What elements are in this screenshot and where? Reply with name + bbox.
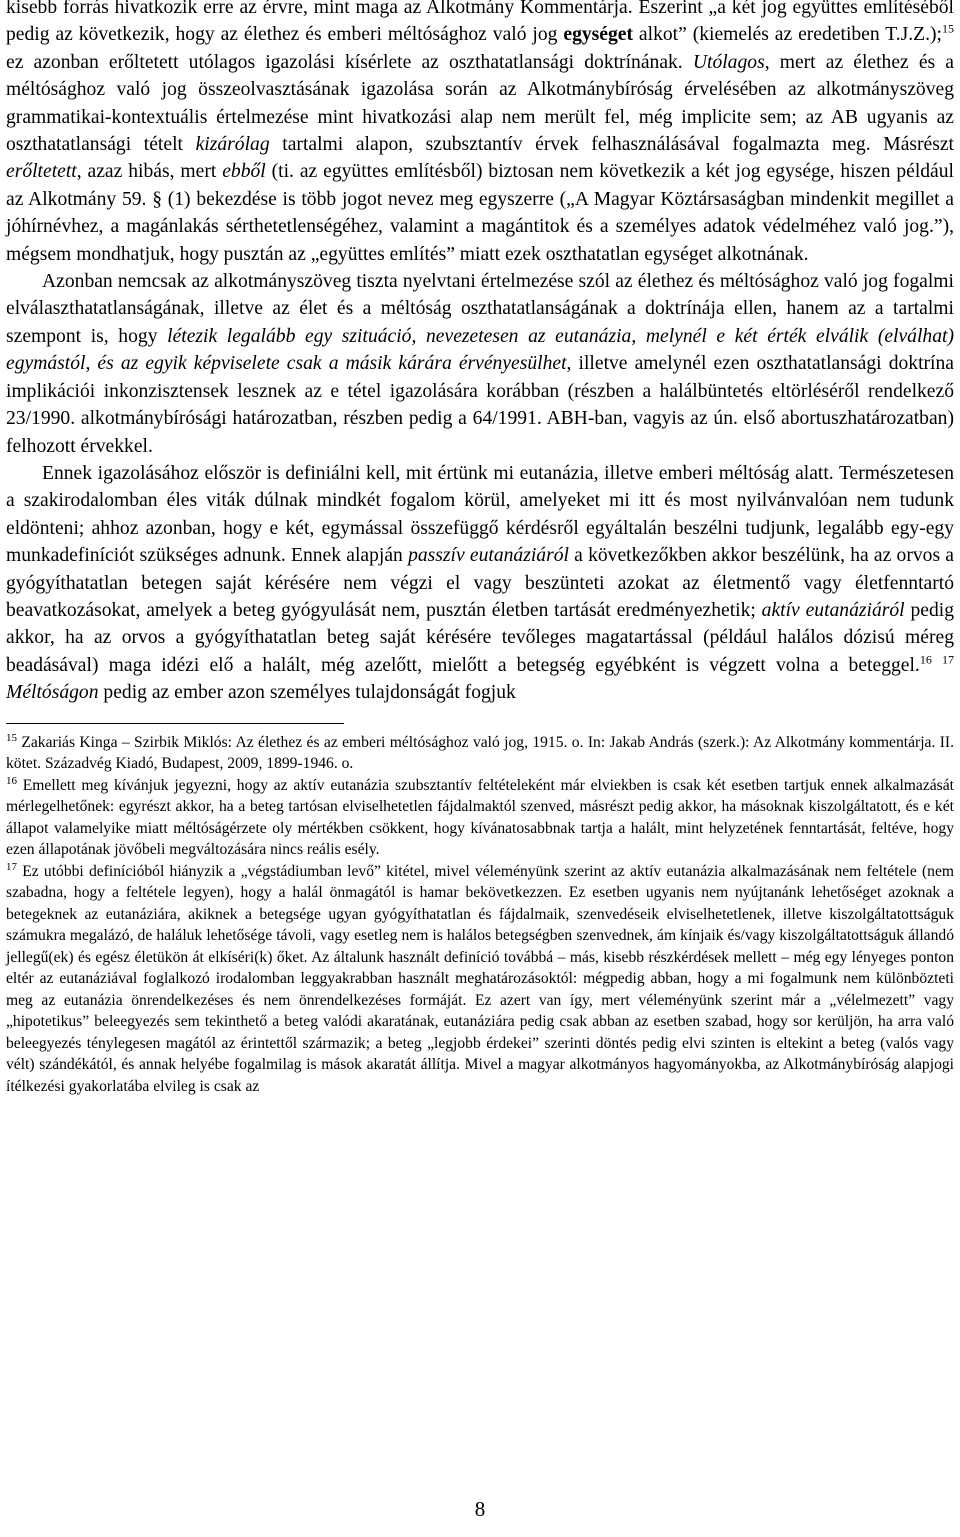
text-run: Azonban nemcsak az alkotmányszöveg tiszta nyelvtani értelmezése szól az élethez és méltósághoz való jog fogalmi elválaszthatatlanságának, illetve az élet és a méltóság oszthatatlanságának a doktrínája ellen, hanem az a tartalmi szempont is, hogy	[6, 271, 954, 347]
footnote-17	[6, 861, 954, 1098]
footnote-ref-17[interactable]: 17	[942, 652, 954, 667]
text-run: , illetve amelynél ezen oszthatatlansági doktrína implikációi inkonzisztensek lesznek az e tétel igazolására korábban (részben a halálbüntetés eltörléséről rendelkező 23/1990. alkotmánybírósági határozatban, részben pedig a 64/1991. ABH-ban, vagyis az ún. első abortuszhatározatban) felhozott érvekkel.	[6, 353, 954, 457]
footnote-text: Zakariás Kinga – Szirbik Miklós: Az élethez és az emberi méltósághoz való jog, 1915. o. In: Jakab András (szerk.): Az Alkotmány kommentárja. II. kötet. Századvég Kiadó, Budapest, 2009, 1899-1946. o.	[6, 733, 954, 773]
italic-text: ebből	[222, 161, 266, 183]
paragraph-2	[6, 268, 954, 460]
paragraph-1	[6, 0, 954, 268]
footnote-text: Ez utóbbi definícióból hiányzik a „végstádiumban levő” kitétel, mivel véleményünk szerint az aktív eutanázia alkalmazásának nem feltétele (nem szabadna, hogy a feltétele legyen), hogy a halál önmagától is hamar bekövetkezzen. Ez esetben ugyanis nem nyújtanánk lehetőséget azoknak a betegeknek az eutanáziára, akiknek a betegsége ugyan gyógyíthatatlan és fájdalmaik, szenvedéseik elviselhetetlenek, illetve kiszolgáltatottságuk számukra megalázó, de haláluk lehetősége távoli, vagy esetleg nem is halálos betegségben szenvednek, ám kínjaik és/vagy kiszolgáltatottságuk állandó jellegű(ek) és egész életükön át elkíséri(k) őket. Az általunk használt definíció továbbá – más, kisebb részkérdések mellett – még egy lényeges ponton eltér az eutanáziával foglalkozó irodalomban leggyakrabban használt meghatározásoktól: mégpedig abban, hogy a mi fogalmunk nem különbözteti meg az eutanázia önrendelkezéses és nem önrendelkezéses formáját. Ez azert van így, mert véleményünk szerint már a „vélelmezett” vagy „hipotetikus” beleegyezés sem tekinthető a beteg valódi akaratának, eutanáziára pedig csak abban az esetben szabad, hogy sor kerüljön, ha arra való beleegyezés ténylegesen magától az érintettől származik; a beteg „legjobb érdekei” szerinti döntés pedig elvi szinten is eltekint a beteg (valós vagy vélt) szándékától, és annak helyébe fogalmilag is mások akaratát állítja. Mivel a magyar alkotmányos hagyományokba, az Alkotmánybíróság alapjogi ítélkezési gyakorlatába elvileg is csak az	[6, 862, 954, 1095]
text-run: , mert az élethez és a méltósághoz való jog összeolvasztásának igazolása során az Alkotmánybíróság érvelésében az alkotmányszöveg grammatikai-kontextuális értelmezése mint hivatkozási alap nem merült fel, még implicite sem; az AB ugyanis az oszthatatlansági tételt	[6, 51, 955, 156]
footnotes	[6, 732, 954, 1098]
text-run: pedig az ember azon személyes tulajdonságát fogjuk	[98, 682, 516, 704]
footnote-number: 16	[6, 774, 17, 787]
italic-text: Utólagos	[692, 51, 765, 73]
italic-text: erőltetett	[6, 161, 77, 183]
paragraph-3	[6, 460, 954, 707]
italic-text: létezik legalább egy szituáció, nevezetesen az eutanázia, melynél e két érték elválik (elválhat) egymástól, és az egyik képviselete csak a másik kárára érvényesülhet	[6, 325, 954, 375]
footnote-16	[6, 775, 954, 861]
footnote-number: 17	[6, 860, 17, 873]
footnote-ref-16[interactable]: 16	[919, 652, 932, 667]
text-run: ez azonban erőltetett utólagos igazolási kísérlete az oszthatatlansági doktrínának.	[6, 51, 693, 73]
italic-text: passzív eutanáziáról	[408, 545, 569, 567]
italic-text: kizárólag	[195, 134, 270, 156]
footnote-ref-15[interactable]: 15	[942, 21, 955, 36]
text-run: kisebb forrás hivatkozik erre az érvre, mint maga az Alkotmány Kommentárja. Eszerint „a két jog együttes említéséből pedig az következik, hogy az élethez és emberi méltósághoz való jog	[6, 0, 954, 46]
text-run: alkot” (kiemelés az eredetiben T.J.Z.);	[633, 24, 943, 46]
text-run: , azaz hibás, mert	[76, 161, 223, 183]
main-text	[6, 0, 954, 707]
italic-text: aktív eutanáziáról	[761, 599, 905, 621]
page-number: 8	[474, 1497, 486, 1521]
text-run: pedig akkor, ha az orvos a gyógyíthatatlan beteg saját kérésére tevőleges magatartással (például halálos dózisú méreg beadásával) maga idézi elő a halált, még azelőtt, mielőtt a betegség egyébként is végzett volna a beteggel.	[6, 599, 954, 676]
text-run: Ennek igazolásához először is definiálni kell, mit értünk mi eutanázia, illetve emberi méltóság alatt. Természetesen a szakirodalomban éles viták dúlnak mindkét fogalom körül, amelyeket mi itt és most nyilvánvalóan nem tudunk eldönteni; ahhoz azonban, hogy e két, egymással összefüggő kérdésről egyáltalán beszélni tudjunk, legalább egy-egy munkadefiníciót szükséges adnunk. Ennek alapján	[6, 462, 954, 567]
text-run: (ti. az együttes említésből) biztosan nem következik a két jog egysége, hiszen például az Alkotmány 59. § (1) bekezdése is több jogot nevez meg egyszerre („A Magyar Köztársaságban mindenkit megillet a jóhírnévhez, a magánlakás sérthetetlenségéhez, valamint a magántitok és a személyes adatok védelméhez való jog.”), mégsem mondhatjuk, hogy pusztán az „együttes említés” miatt ezek oszthatatlan egységet alkotnának.	[6, 161, 954, 265]
footnote-separator	[6, 723, 344, 724]
footnote-number: 15	[6, 731, 17, 744]
italic-text: Méltóságon	[6, 682, 99, 704]
bold-text: egységet	[563, 24, 634, 46]
text-run: a következőkben akkor beszélünk, ha az orvos a gyógyíthatatlan betegen saját kérésére nem végzi el vagy beszünteti azokat az életmentő vagy életfenntartó beavatkozásokat, amelyek a beteg gyógyulását nem, pusztán életben tartását eredményezhetik;	[6, 545, 954, 621]
footnote-15	[6, 732, 954, 775]
text-run: tartalmi alapon, szubsztantív érvek felhasználásával fogalmazta meg. Másrészt	[269, 134, 955, 156]
footnote-text: Emellett meg kívánjuk jegyezni, hogy az aktív eutanázia szubsztantív feltételeként már elviekben is csak két esetben tartjuk ennek alkalmazását mérlegelhetőnek: egyrészt akkor, ha a beteg tartósan elviselhetetlen fájdalmaktól szenved, másrészt pedig akkor, ha másoknak kiszolgáltatott, és e két állapot valamelyike miatt méltóságérzete oly mértékben csökkent, hogy kívánatosabbnak tartja a halált, mint helyzetének fenntartását, feltéve, hogy ezen állapotának jövőbeli megváltozására nincs reális esély.	[6, 776, 954, 859]
